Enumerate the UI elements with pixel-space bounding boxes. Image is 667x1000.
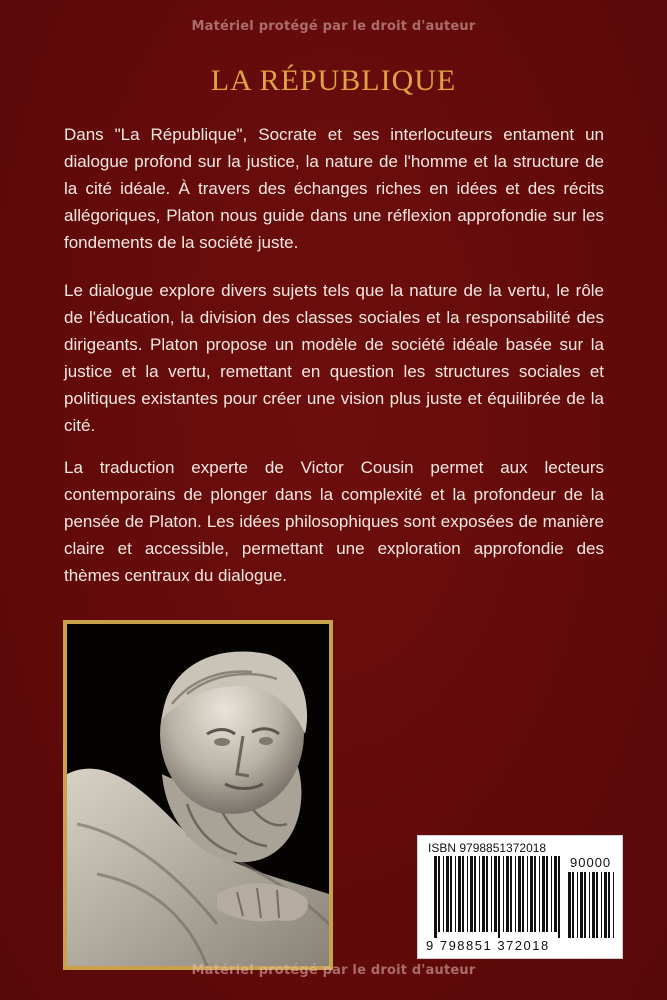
barcode-bars	[434, 856, 562, 938]
barcode-bar	[434, 856, 437, 938]
barcode-bar	[554, 856, 557, 932]
barcode-bar	[450, 856, 452, 932]
barcode-bar	[596, 872, 598, 938]
barcode-bar	[455, 856, 456, 932]
barcode-bar	[443, 856, 444, 932]
barcode-bar	[527, 856, 528, 932]
blurb-paragraph-2: Le dialogue explore divers sujets tels que la nature de la vertu, le rôle de l'éducation, la division des classes sociales et la responsabilité des dirigeants. Platon propose un modèle de société idéale basée sur la justice et la vertu, remettant en question les structures sociales et politiques existantes pour créer une vision plus juste et équilibrée de la cité.	[64, 281, 604, 435]
barcode-bar	[470, 856, 473, 932]
barcode-bar	[604, 872, 607, 938]
barcode-bar	[474, 856, 476, 932]
barcode-bar	[589, 872, 590, 938]
isbn-barcode	[417, 835, 623, 959]
barcode-bar	[522, 856, 524, 932]
barcode-bar	[551, 856, 552, 932]
barcode-bar	[613, 872, 614, 938]
barcode-bar	[530, 856, 533, 932]
plato-bust-illustration	[67, 624, 329, 966]
barcode-bar	[515, 856, 516, 932]
barcode-bar	[458, 856, 461, 932]
barcode-bar	[580, 872, 583, 938]
barcode-bar	[438, 856, 440, 932]
blurb-paragraph-1: Dans "La République", Socrate et ses interlocuteurs entament un dialogue profond sur la justice, la nature de l'homme et la structure de la cité idéale. À travers des échanges riches en idées et des récits allégoriques, Platon nous guide dans une réflexion approfondie sur les fondements de la société juste.	[64, 125, 604, 252]
barcode-bar	[542, 856, 545, 932]
barcode-bar	[446, 856, 449, 932]
barcode-bar	[498, 856, 500, 938]
barcode-bar	[506, 856, 509, 932]
barcode-bar	[534, 856, 536, 932]
barcode-bar	[486, 856, 488, 932]
price-addon-code: 90000	[570, 855, 612, 870]
barcode-bar	[491, 856, 492, 932]
copyright-watermark-top: Matériel protégé par le droit d'auteur	[191, 19, 476, 34]
barcode-bar	[592, 872, 595, 938]
barcode-bar	[539, 856, 540, 932]
barcode-bar	[482, 856, 485, 932]
barcode-bar	[568, 872, 571, 938]
barcode-bar	[518, 856, 521, 932]
barcode-bar	[577, 872, 578, 938]
barcode-bar	[608, 872, 610, 938]
barcode-bar	[494, 856, 497, 932]
plato-bust-image	[63, 620, 333, 970]
addon-barcode-bars	[568, 872, 616, 938]
blurb-paragraph-3: La traduction experte de Victor Cousin permet aux lecteurs contemporains de plonger dans la complexité et la profondeur de la pensée de Platon. Les idées philosophiques sont exposées de manière claire et accessible, permettant une exploration approfondie des thèmes centraux du dialogue.	[64, 458, 604, 585]
barcode-bar	[510, 856, 512, 932]
isbn-label: ISBN 9798851372018	[428, 841, 547, 855]
barcode-bar	[503, 856, 504, 932]
barcode-bar	[462, 856, 464, 932]
book-title: LA RÉPUBLIQUE	[210, 64, 457, 97]
copyright-watermark-bottom: Matériel protégé par le droit d'auteur	[191, 963, 476, 978]
barcode-bar	[572, 872, 574, 938]
barcode-bar	[601, 872, 602, 938]
barcode-bar	[558, 856, 560, 938]
barcode-digits: 9 798851 372018	[426, 938, 550, 953]
barcode-bar	[479, 856, 480, 932]
barcode-bar	[546, 856, 548, 932]
barcode-bar	[467, 856, 468, 932]
barcode-bar	[584, 872, 586, 938]
